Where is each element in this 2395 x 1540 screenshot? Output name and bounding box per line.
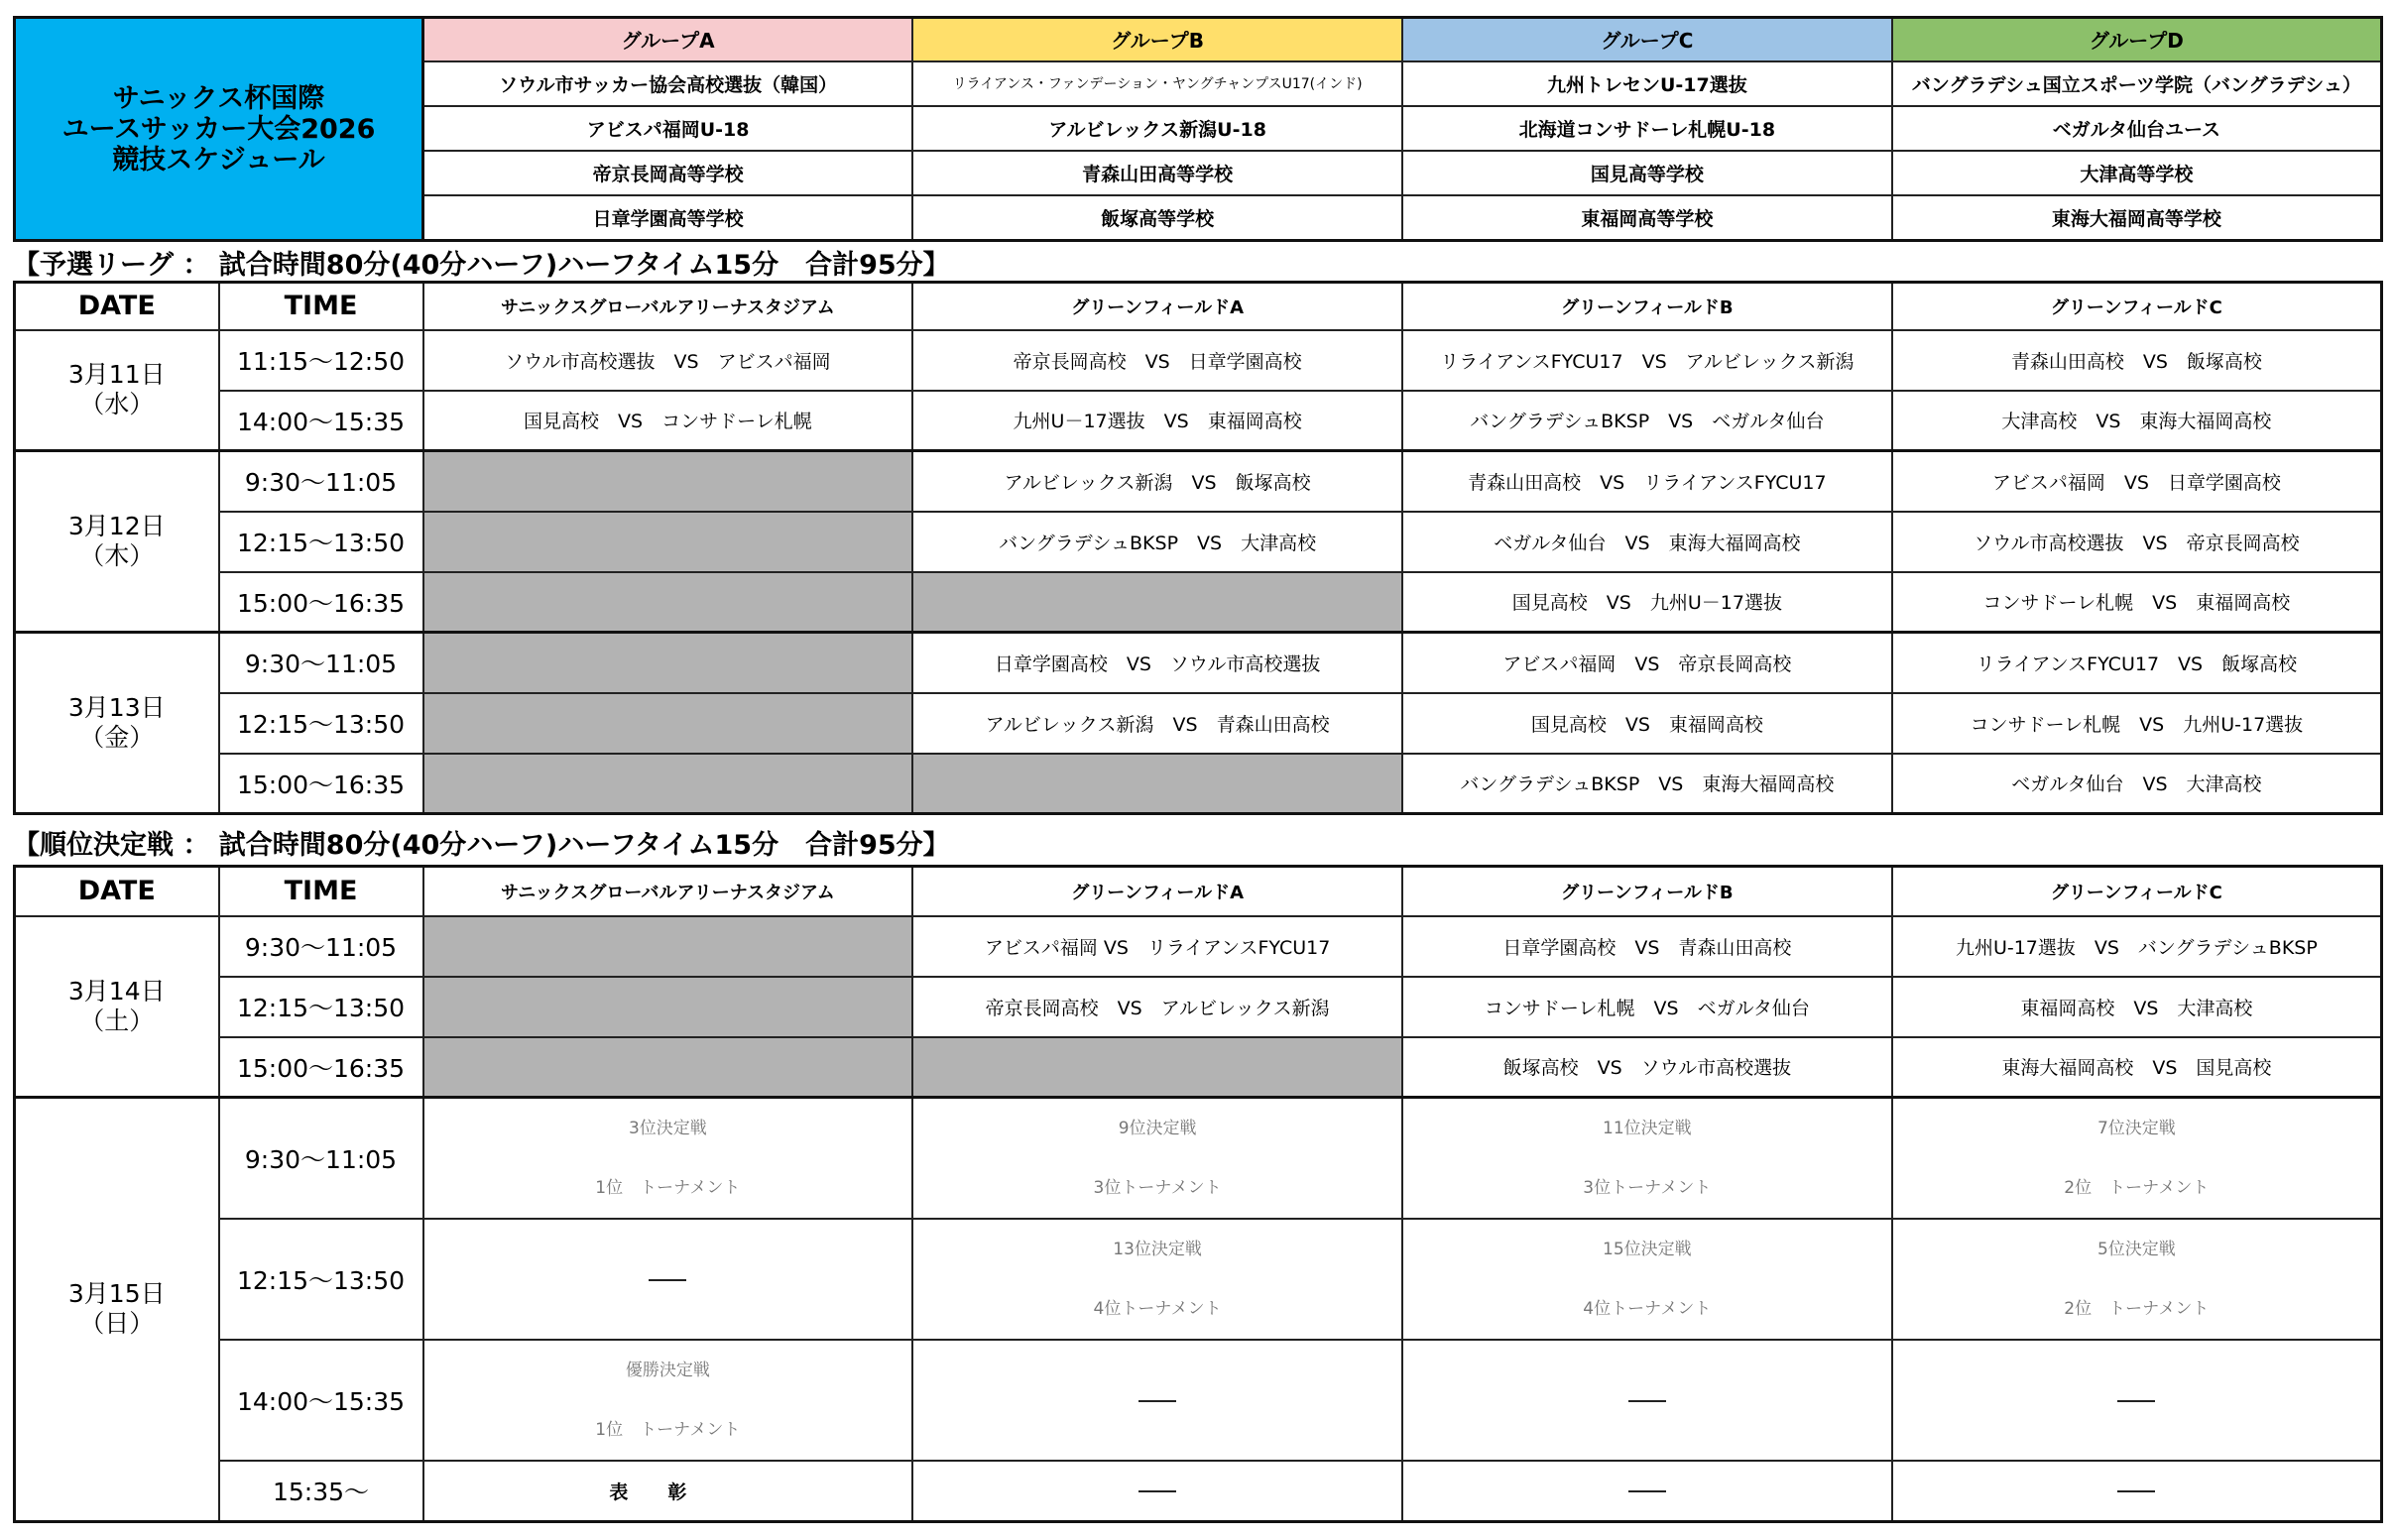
date-label: 3月15日	[67, 1279, 166, 1309]
match-cell: 東福岡高校 VS 大津高校	[1892, 977, 2382, 1037]
team-cell: 青森山田高等学校	[912, 151, 1402, 195]
venue-header-stadium: サニックスグローバルアリーナスタジアム	[423, 867, 913, 916]
no-match-dash	[1628, 1490, 1666, 1492]
empty-slot	[423, 1037, 913, 1098]
bracket-cell	[1892, 1219, 2382, 1340]
empty-slot	[912, 1037, 1402, 1098]
team-cell: アビスパ福岡U-18	[423, 106, 913, 151]
match-cell: 帝京長岡高校 VS 日章学園高校	[912, 330, 1402, 391]
team-cell: 東福岡高等学校	[1402, 195, 1892, 241]
empty-slot	[423, 754, 913, 814]
time-cell: 9:30〜11:05	[219, 633, 423, 693]
prelim-section-title: 【予選リーグ ： 試合時間80分(40分ハーフ)ハーフタイム15分 合計95分】	[13, 250, 950, 281]
bracket-source-label: 2位 トーナメント	[2064, 1178, 2210, 1198]
date-cell	[15, 330, 219, 451]
venue-header-stadium: サニックスグローバルアリーナスタジアム	[423, 283, 913, 330]
bracket-match-label: 13位決定戦	[1113, 1240, 1202, 1259]
date-cell	[15, 916, 219, 1098]
match-cell: コンサドーレ札幌 VS 東福岡高校	[1892, 572, 2382, 633]
empty-slot	[912, 572, 1402, 633]
title-line: 競技スケジュール	[112, 144, 325, 176]
match-cell: ソウル市高校選抜 VS 帝京長岡高校	[1892, 512, 2382, 572]
time-cell: 11:15〜12:50	[219, 330, 423, 391]
match-cell: ベガルタ仙台 VS 大津高校	[1892, 754, 2382, 814]
bracket-cell	[912, 1098, 1402, 1220]
no-match-cell	[1402, 1461, 1892, 1521]
no-match-dash	[1138, 1490, 1176, 1492]
team-cell: ソウル市サッカー協会高校選抜（韓国）	[423, 61, 913, 106]
date-cell	[15, 451, 219, 633]
date-label: 3月14日	[67, 976, 166, 1006]
bracket-source-label: 4位トーナメント	[1093, 1299, 1222, 1319]
weekday-label: （土）	[79, 1006, 155, 1035]
date-label: 3月12日	[67, 512, 166, 540]
date-cell	[15, 633, 219, 814]
bracket-match-label: 優勝決定戦	[625, 1361, 710, 1380]
team-cell: 国見高等学校	[1402, 151, 1892, 195]
match-cell: リライアンスFYCU17 VS 飯塚高校	[1892, 633, 2382, 693]
match-cell: 帝京長岡高校 VS アルビレックス新潟	[912, 977, 1402, 1037]
venue-header-field-b: グリーンフィールドB	[1402, 867, 1892, 916]
match-cell: 飯塚高校 VS ソウル市高校選抜	[1402, 1037, 1892, 1098]
prelim-schedule-table	[13, 281, 2383, 815]
no-match-cell	[912, 1461, 1402, 1521]
group-b-header: グループB	[912, 18, 1402, 61]
match-cell: 日章学園高校 VS 青森山田高校	[1402, 916, 1892, 977]
team-cell: ベガルタ仙台ユース	[1892, 106, 2382, 151]
team-cell: 北海道コンサドーレ札幌U-18	[1402, 106, 1892, 151]
bracket-cell	[1892, 1098, 2382, 1220]
match-cell: リライアンスFYCU17 VS アルビレックス新潟	[1402, 330, 1892, 391]
time-header: TIME	[219, 283, 423, 330]
group-c-header: グループC	[1402, 18, 1892, 61]
team-cell: 大津高等学校	[1892, 151, 2382, 195]
bracket-match-label: 9位決定戦	[1118, 1119, 1197, 1138]
match-cell: 日章学園高校 VS ソウル市高校選抜	[912, 633, 1402, 693]
no-match-dash	[2117, 1400, 2155, 1402]
venue-header-field-a: グリーンフィールドA	[912, 283, 1402, 330]
date-label: 3月11日	[67, 360, 166, 390]
match-cell: アビスパ福岡 VS リライアンスFYCU17	[912, 916, 1402, 977]
bracket-cell	[423, 1098, 913, 1220]
match-cell: アルビレックス新潟 VS 青森山田高校	[912, 693, 1402, 754]
match-cell: 大津高校 VS 東海大福岡高校	[1892, 391, 2382, 451]
time-header: TIME	[219, 867, 423, 916]
empty-slot	[423, 977, 913, 1037]
empty-slot	[423, 693, 913, 754]
bracket-match-label: 3位決定戦	[628, 1119, 707, 1138]
time-cell: 9:30〜11:05	[219, 916, 423, 977]
time-cell: 12:15〜13:50	[219, 977, 423, 1037]
empty-slot	[912, 754, 1402, 814]
empty-slot	[423, 512, 913, 572]
match-cell: 東海大福岡高校 VS 国見高校	[1892, 1037, 2382, 1098]
bracket-match-label: 11位決定戦	[1603, 1119, 1692, 1138]
bracket-source-label: 3位トーナメント	[1093, 1178, 1222, 1198]
match-cell: アビスパ福岡 VS 帝京長岡高校	[1402, 633, 1892, 693]
match-cell: アビスパ福岡 VS 日章学園高校	[1892, 451, 2382, 512]
time-cell: 14:00〜15:35	[219, 391, 423, 451]
bracket-source-label: 4位トーナメント	[1583, 1299, 1712, 1319]
time-cell: 9:30〜11:05	[219, 1098, 423, 1220]
time-cell: 15:00〜16:35	[219, 572, 423, 633]
venue-header-field-c: グリーンフィールドC	[1892, 867, 2382, 916]
match-cell: バングラデシュBKSP VS ベガルタ仙台	[1402, 391, 1892, 451]
empty-slot	[423, 916, 913, 977]
group-a-header: グループA	[423, 18, 913, 61]
date-label: 3月13日	[67, 693, 166, 722]
time-cell: 14:00〜15:35	[219, 1340, 423, 1461]
award-ceremony-label: 表彰	[609, 1481, 727, 1503]
match-cell: 九州U－17選抜 VS 東福岡高校	[912, 391, 1402, 451]
venue-header-field-b: グリーンフィールドB	[1402, 283, 1892, 330]
date-cell	[15, 1098, 219, 1522]
team-cell: 東海大福岡高等学校	[1892, 195, 2382, 241]
bracket-source-label: 2位 トーナメント	[2064, 1299, 2210, 1319]
ranking-section-title: 【順位決定戦 ： 試合時間80分(40分ハーフ)ハーフタイム15分 合計95分】	[13, 830, 950, 861]
tournament-title	[15, 18, 423, 241]
weekday-label: （水）	[79, 390, 155, 419]
title-line: ユースサッカー大会2026	[61, 113, 376, 145]
match-cell: アルビレックス新潟 VS 飯塚高校	[912, 451, 1402, 512]
team-cell: 帝京長岡高等学校	[423, 151, 913, 195]
ranking-schedule-table	[13, 865, 2383, 1523]
match-cell: 国見高校 VS 東福岡高校	[1402, 693, 1892, 754]
match-cell: バングラデシュBKSP VS 東海大福岡高校	[1402, 754, 1892, 814]
time-cell: 15:35〜	[219, 1461, 423, 1521]
bracket-cell	[1402, 1219, 1892, 1340]
time-cell: 9:30〜11:05	[219, 451, 423, 512]
no-match-cell	[1402, 1340, 1892, 1461]
no-match-dash	[1138, 1400, 1176, 1402]
team-cell: バングラデシュ国立スポーツ学院（バングラデシュ）	[1892, 61, 2382, 106]
match-cell: 青森山田高校 VS リライアンスFYCU17	[1402, 451, 1892, 512]
match-cell: 国見高校 VS コンサドーレ札幌	[423, 391, 913, 451]
time-cell: 12:15〜13:50	[219, 693, 423, 754]
no-match-cell	[912, 1340, 1402, 1461]
match-cell: ソウル市高校選抜 VS アビスパ福岡	[423, 330, 913, 391]
match-cell: 国見高校 VS 九州U－17選抜	[1402, 572, 1892, 633]
time-cell: 15:00〜16:35	[219, 1037, 423, 1098]
no-match-cell	[1892, 1340, 2382, 1461]
team-cell: アルビレックス新潟U-18	[912, 106, 1402, 151]
award-cell	[423, 1461, 913, 1521]
date-header: DATE	[15, 283, 219, 330]
no-match-cell	[1892, 1461, 2382, 1521]
time-cell: 12:15〜13:50	[219, 1219, 423, 1340]
team-cell: 日章学園高等学校	[423, 195, 913, 241]
bracket-source-label: 1位 トーナメント	[595, 1178, 741, 1198]
time-cell: 15:00〜16:35	[219, 754, 423, 814]
no-match-dash	[2117, 1490, 2155, 1492]
weekday-label: （金）	[79, 723, 155, 752]
title-line: サニックス杯国際	[112, 82, 325, 114]
bracket-match-label: 15位決定戦	[1603, 1240, 1692, 1259]
venue-header-field-a: グリーンフィールドA	[912, 867, 1402, 916]
match-cell: コンサドーレ札幌 VS 九州U-17選抜	[1892, 693, 2382, 754]
match-cell: 九州U-17選抜 VS バングラデシュBKSP	[1892, 916, 2382, 977]
no-match-dash	[1628, 1400, 1666, 1402]
bracket-match-label: 7位決定戦	[2096, 1119, 2176, 1138]
group-d-header: グループD	[1892, 18, 2382, 61]
bracket-source-label: 1位 トーナメント	[595, 1420, 741, 1440]
bracket-cell	[423, 1340, 913, 1461]
empty-slot	[423, 451, 913, 512]
team-cell: 飯塚高等学校	[912, 195, 1402, 241]
no-match-dash	[649, 1279, 686, 1281]
bracket-cell	[912, 1219, 1402, 1340]
empty-slot	[423, 572, 913, 633]
empty-slot	[423, 633, 913, 693]
team-cell: リライアンス・ファンデーション・ヤングチャンプスU17(インド)	[912, 61, 1402, 106]
weekday-label: （日）	[79, 1309, 155, 1339]
bracket-source-label: 3位トーナメント	[1583, 1178, 1712, 1198]
team-cell: 九州トレセンU-17選抜	[1402, 61, 1892, 106]
time-cell: 12:15〜13:50	[219, 512, 423, 572]
match-cell: 青森山田高校 VS 飯塚高校	[1892, 330, 2382, 391]
date-header: DATE	[15, 867, 219, 916]
match-cell: バングラデシュBKSP VS 大津高校	[912, 512, 1402, 572]
venue-header-field-c: グリーンフィールドC	[1892, 283, 2382, 330]
bracket-match-label: 5位決定戦	[2096, 1240, 2176, 1259]
match-cell: コンサドーレ札幌 VS ベガルタ仙台	[1402, 977, 1892, 1037]
bracket-cell	[1402, 1098, 1892, 1220]
no-match-cell	[423, 1219, 913, 1340]
groups-table	[13, 16, 2383, 242]
match-cell: ベガルタ仙台 VS 東海大福岡高校	[1402, 512, 1892, 572]
weekday-label: （木）	[79, 541, 155, 570]
